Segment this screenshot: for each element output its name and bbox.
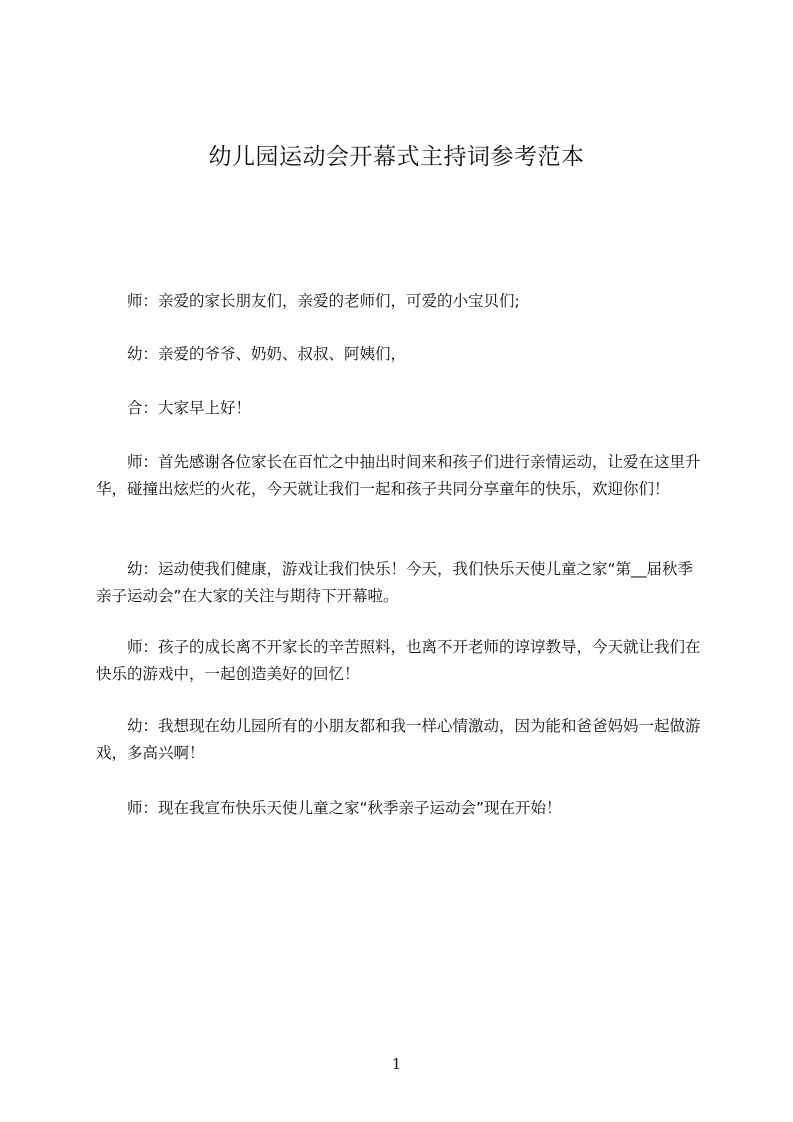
paragraph-teacher-thanks: 师：首先感谢各位家长在百忙之中抽出时间来和孩子们进行亲情运动，让爱在这里升华，碰撞出炫烂的火花，今天就让我们一起和孩子共同分享童年的快乐，欢迎你们！ — [96, 453, 701, 498]
paragraph-teacher-announce: 师：现在我宣布快乐天使儿童之家“秋季亲子运动会”现在开始！ — [127, 799, 562, 817]
page-number: 1 — [391, 1055, 402, 1073]
document-title: 幼儿园运动会开幕式主持词参考范本 — [208, 144, 585, 170]
paragraph-teacher-growth: 师：孩子的成长离不开家长的辛苦照料，也离不开老师的谆谆教导，今天就让我们在快乐的游戏中，一起创造美好的回忆！ — [96, 638, 701, 683]
paragraph-child-opening: 幼：运动使我们健康，游戏让我们快乐！今天，我们快乐天使儿童之家“第__届秋季亲子运动会”在大家的关注与期待下开幕啦。 — [96, 560, 694, 605]
paragraph-together-greeting: 合：大家早上好！ — [127, 399, 252, 417]
paragraph-child-excited: 幼：我想现在幼儿园所有的小朋友都和我一样心情激动，因为能和爸爸妈妈一起做游戏，多高兴啊！ — [96, 717, 701, 762]
paragraph-child-greeting: 幼：亲爱的爷爷、奶奶、叔叔、阿姨们， — [127, 345, 407, 363]
paragraph-teacher-greeting: 师：亲爱的家长朋友们，亲爱的老师们，可爱的小宝贝们; — [127, 292, 520, 310]
